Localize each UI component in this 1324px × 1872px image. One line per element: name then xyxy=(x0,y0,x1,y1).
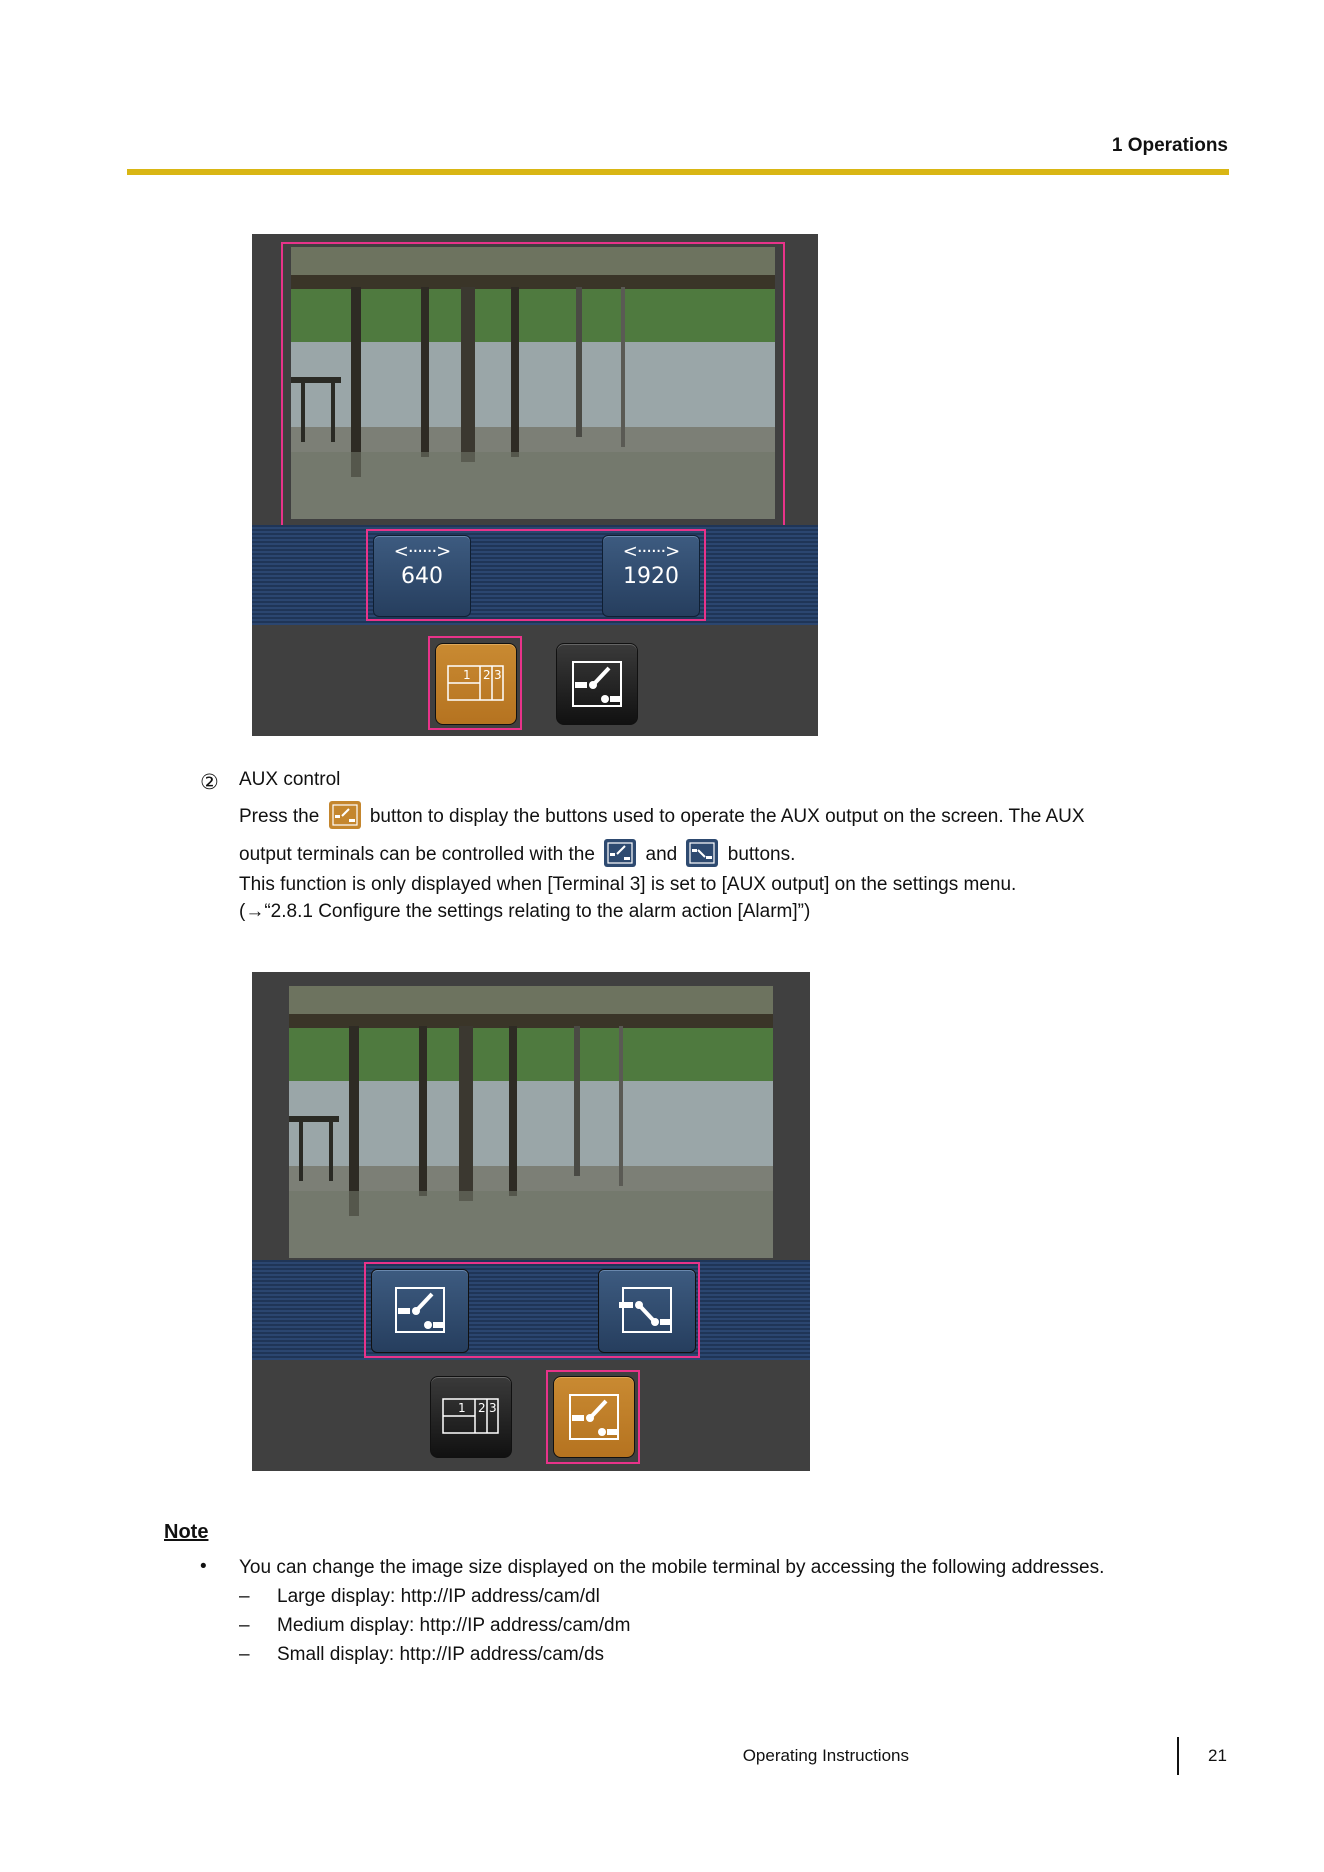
note-dash: – xyxy=(239,1586,250,1607)
note-bullet: • xyxy=(200,1556,207,1577)
note-dash: – xyxy=(239,1615,250,1636)
header-rule xyxy=(127,169,1229,175)
aux-button[interactable] xyxy=(556,643,638,725)
multi-screen-digit-1: 1 xyxy=(458,1401,466,1415)
multi-screen-highlight xyxy=(428,636,522,730)
multi-screen-digit-1: 1 xyxy=(463,668,471,682)
note-dash: – xyxy=(239,1644,250,1665)
section-title: 1 Operations xyxy=(1111,135,1228,156)
aux-line-2 xyxy=(239,839,795,867)
camera-image xyxy=(289,986,773,1258)
resolution-buttons-highlight xyxy=(366,529,706,621)
width-arrow-icon: <······> xyxy=(393,541,451,562)
camera-image-highlight xyxy=(281,242,785,532)
address-large: Large display: http://IP address/cam/dl xyxy=(277,1586,600,1607)
aux-line-1-end: button to display the buttons used to operate the AUX output on the screen. The AUX xyxy=(369,806,1085,827)
aux-line-3: This function is only displayed when [Terminal 3] is set to [AUX output] on the settings menu. xyxy=(239,874,1017,895)
aux-open-icon xyxy=(604,839,636,867)
note-title: Note xyxy=(164,1521,209,1543)
aux-buttons-highlight xyxy=(364,1262,700,1358)
multi-screen-digit-3: 3 xyxy=(494,668,502,682)
address-small: Small display: http://IP address/cam/ds xyxy=(277,1644,605,1665)
aux-line-1-start: Press the xyxy=(239,806,320,827)
note-text: You can change the image size displayed on the mobile terminal by accessing the following addresses. xyxy=(239,1557,1105,1578)
multi-screen-digit-2: 2 xyxy=(478,1401,486,1415)
multi-screen-digit-3: 3 xyxy=(489,1401,497,1415)
footer-doc-title: Operating Instructions xyxy=(742,1746,909,1765)
aux-line-1 xyxy=(239,801,1085,829)
footer-divider xyxy=(1177,1737,1179,1775)
resolution-1920-label: 1920 xyxy=(623,564,679,589)
resolution-640-label: 640 xyxy=(401,564,443,589)
aux-line-4-reference: (→“2.8.1 Configure the settings relating to the alarm action [Alarm]”) xyxy=(239,901,811,922)
width-arrow-icon: <······> xyxy=(622,541,680,562)
aux-switch-icon xyxy=(557,644,637,724)
multi-screen-digit-2: 2 xyxy=(483,668,491,682)
page-number: 21 xyxy=(1208,1746,1227,1765)
multi-screen-button[interactable] xyxy=(430,1376,512,1458)
aux-button-highlight xyxy=(546,1370,640,1464)
aux-toggle-icon xyxy=(329,801,361,829)
aux-close-icon xyxy=(686,839,718,867)
aux-line-2-end: buttons. xyxy=(727,844,796,865)
multi-screen-icon xyxy=(431,1377,511,1457)
screenshot-aux xyxy=(252,972,810,1471)
address-medium: Medium display: http://IP address/cam/dm xyxy=(277,1615,631,1636)
screenshot-resolution xyxy=(252,234,818,736)
aux-line-2-start: output terminals can be controlled with the xyxy=(239,844,595,865)
aux-heading: AUX control xyxy=(239,769,341,790)
step-marker: ② xyxy=(200,770,219,794)
aux-line-2-mid: and xyxy=(645,844,678,865)
